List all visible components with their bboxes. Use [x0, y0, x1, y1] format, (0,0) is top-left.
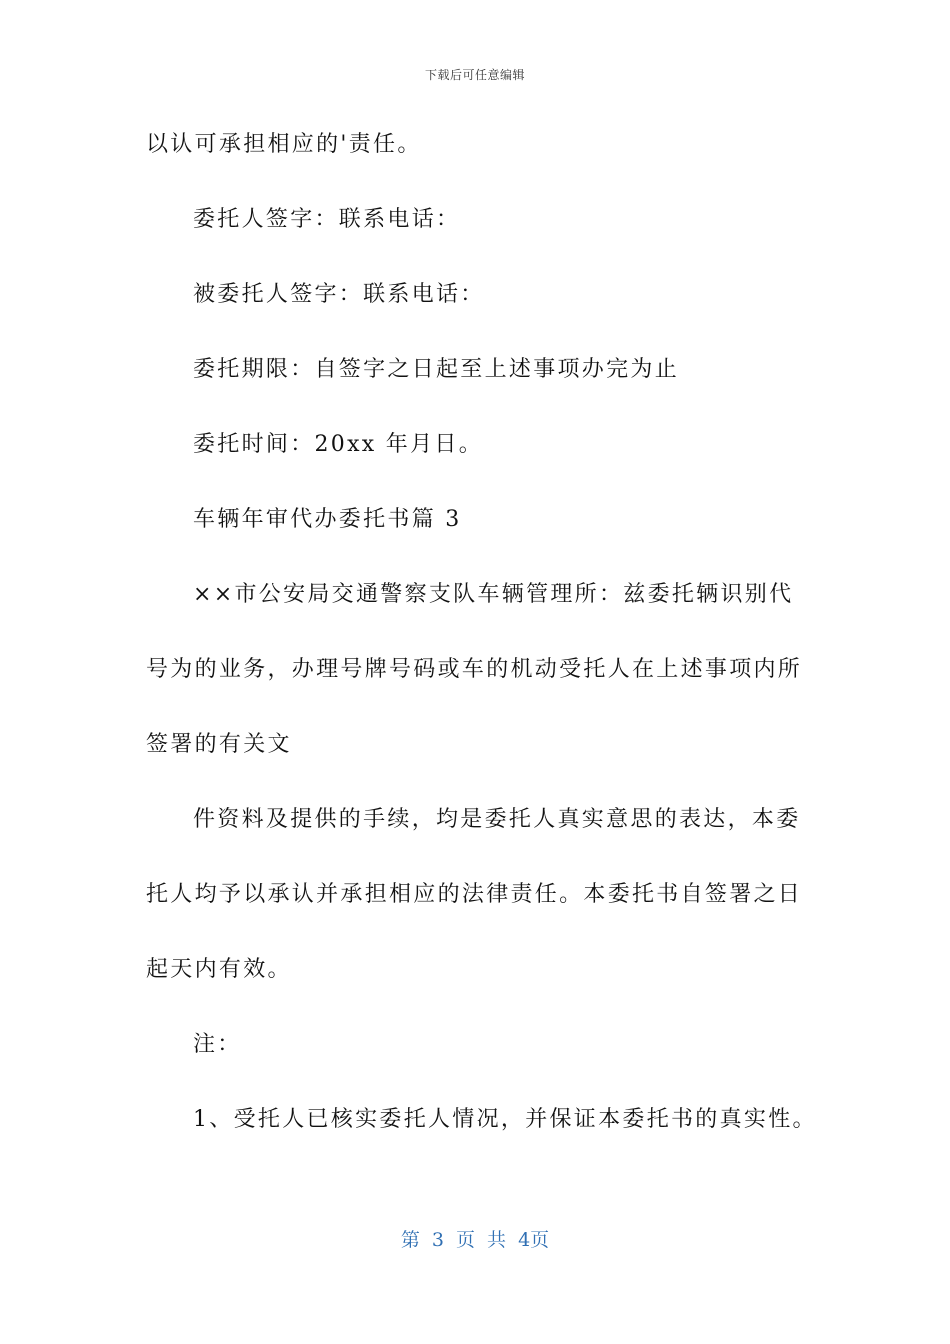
page-number: 第 3 页 共 4页	[400, 1229, 550, 1251]
body-line-11: 托人均予以承认并承担相应的法律责任。本委托书自签署之日	[146, 882, 803, 907]
note-label: 注：	[193, 1032, 242, 1057]
note-item-1: 1、受托人已核实委托人情况，并保证本委托书的真实性。	[193, 1107, 817, 1132]
section-title: 车辆年审代办委托书篇 3	[193, 507, 462, 532]
page-header: 下载后可任意编辑	[424, 68, 525, 82]
body-line-2: 委托人签字：联系电话：	[193, 207, 461, 232]
body-line-8: 号为的业务，办理号牌号码或车的机动受托人在上述事项内所	[146, 657, 803, 682]
body-line-9: 签署的有关文	[146, 732, 292, 757]
body-line-1: 以认可承担相应的'责任。	[146, 132, 422, 157]
body-line-12: 起天内有效。	[146, 957, 292, 982]
body-line-4: 委托期限：自签字之日起至上述事项办完为止	[193, 357, 680, 382]
body-line-5: 委托时间：20xx 年月日。	[193, 432, 484, 457]
body-line-7: ××市公安局交通警察支队车辆管理所：兹委托辆识别代	[193, 582, 794, 607]
body-line-10: 件资料及提供的手续，均是委托人真实意思的表达，本委	[193, 807, 801, 832]
body-line-3: 被委托人签字：联系电话：	[193, 282, 485, 307]
